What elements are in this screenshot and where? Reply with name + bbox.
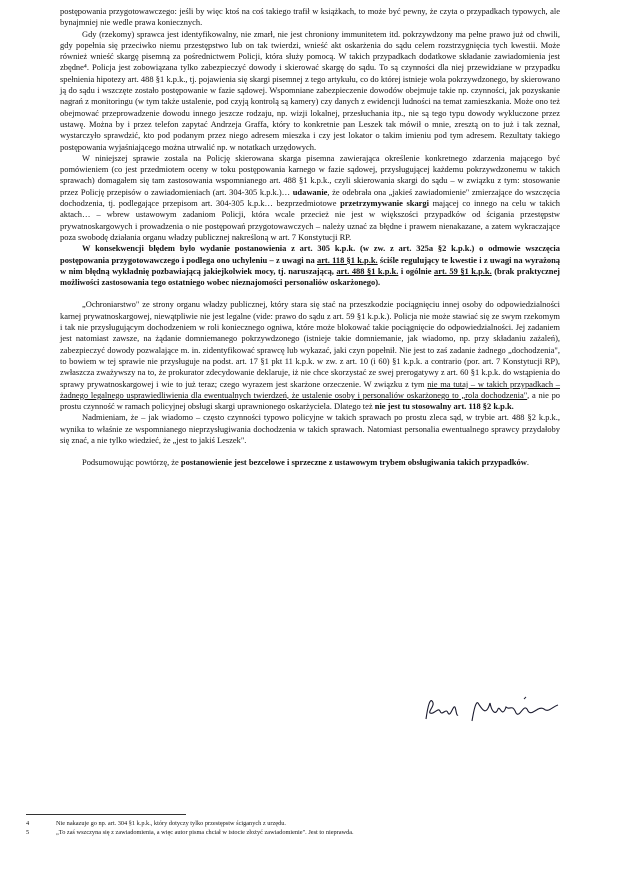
conclusion-art488: art. 488 §1 k.p.k. <box>336 265 399 276</box>
conclusion-text-b: ściśle regulujący te kwestie i z uwagi na wyrażoną w nim błędną wykładnię pozbawiającą jakiejkolwiek mocy, tj. naruszającą, <box>60 254 561 276</box>
footnotes <box>26 819 586 837</box>
paragraph-2 <box>60 153 560 243</box>
paragraph-nadmieniam: Nadmieniam, że – jak wiadomo – często czynności typowo policyjne w takich sprawach po prostu zleca sąd, w trybie art. 488 §2 k.p.k., wynika to właśnie ze wspomnianego nieprzysługiwania dochodzenia w takich sprawach. Natomiast personalia ewentualnego sprawcy przydałoby się znać, a nie tylko wiedzieć, że „jest to jakiś Leszek". <box>60 412 560 445</box>
paragraph-2-bold-przetrzymywanie: przetrzymywanie skargi <box>340 198 429 209</box>
spacer <box>60 288 560 299</box>
ochroniarstwo-text-b: , a nie po prostu czynność w ramach policyjnej obsługi skargi uprawnionego oskarżyciela. Dlatego też <box>60 389 561 412</box>
conclusion-text-d: (brak praktycznej możliwości zastosowania tego ostatniego wobec nieznajomości personaliów oskarżonego). <box>60 265 560 288</box>
footnote-number: 4 <box>26 820 30 827</box>
handwritten-signature <box>420 693 570 729</box>
footnote-number: 5 <box>26 829 30 836</box>
paragraph-conclusion-bold <box>60 243 560 288</box>
footnote-text: Nie nakazuje go np. art. 304 §1 k.p.k., który dotyczy tylko przestępstw ściganych z urzędu. <box>56 820 286 827</box>
paragraph-ochroniarstwo <box>60 299 560 412</box>
footnote-4 <box>26 819 586 828</box>
paragraph-2-text-b: , że odebrała ona „jakieś zawiadomienie" zmierzające do wszczęcia dochodzenia, tj. podlegające przepisom art. 304-305 k.p.k… bezprzedmiotowe <box>60 186 560 209</box>
paragraph-1: Gdy (rzekomy) sprawca jest identyfikowalny, nie zmarł, nie jest chroniony immunitetem itd. pokrzywdzony ma pełne prawo już od chwili, gdy popełnia się przeciwko niemu przestępstwo lub on tak twierdzi, wnieść akt oskarżenia do sądu celem rozstrzygnięcia tych kwestii. Może również wnieść skargę pisemną za pośrednictwem Policji, która służy pomocą. W takich przypadkach dodatkowe składanie zawiadomienia jest zbędne⁴. Policja jest zobowiązana tylko zabezpieczyć dowody i skierować skargę do sądu. To są czynności dla niej przewidziane w przypadku spełnienia hipotezy art. 488 §1 k.p.k., tj. pojawienia się skargi pisemnej z tego artykułu, co do której istnieje wola pokrzywdzonego, by skierowano ją do sądu i wszczęte zostało postępowanie w fazie sądowej. Wspomniane zabezpieczenie dowodów obejmuje takie np. czynności, jak pozyskanie nagrań z monitoringu (w tym także ustalenie, pod czyją kontrolą są kamery) czy danych z ewidencji ludności na temat zamieszkania. Może ono też obejmować przeprowadzenie dowodu innego jeszcze rodzaju, np. wizji lokalnej, przesłuchania itp., nie są tego typu dowody wykluczone przez ustawę. Można by i przez telefon zapytać Andrzeja Graffa, który to konkretnie pan Leszek tak mówił o mnie, zresztą on to już i tak zeznał, wystarczyło sprawdzić, kto pod podanym przez niego adresem mieszka i czy jest lokator o takim imieniu pod tym adresem. Rezultaty takiego postępowania wyjaśniającego można utrwalić np. w notatkach urzędowych. <box>60 28 560 152</box>
paragraph-2-bold-udawanie: udawanie <box>292 186 328 197</box>
ochroniarstwo-bold: nie jest tu stosowalny art. 118 §2 k.p.k. <box>374 401 514 412</box>
footnote-5 <box>26 828 586 837</box>
summary-text-a: Podsumowując powtórzę, że <box>82 457 181 468</box>
conclusion-text-c: i ogólnie <box>398 265 434 276</box>
spacer <box>60 446 560 457</box>
conclusion-text-a: W konsekwencji błędem było wydanie postanowienia z art. 305 k.p.k. (w zw. z art. 325a §2 k.p.k.) o odmowie wszczęcia postępowania przygotowawczego i podlega ono uchyleniu – z uwagi na <box>60 243 560 265</box>
footnote-divider <box>26 814 186 815</box>
paragraph-intro: postępowania przygotowawczego: jeśli by więc ktoś na coś takiego trafił w książkach, to może być pewny, że czyta o przypadkach typowych, ale bynajmniej nie wedle prawa koniecznych. <box>60 6 560 28</box>
ochroniarstwo-underlined: nie ma tutaj – w takich przypadkach – żadnego legalnego usprawiedliwienia dla ewentualnych twierdzeń, że ustalenie osoby i personaliów oskarżonego to „rola dochodzenia" <box>60 378 560 400</box>
paragraph-2-text-a: W niniejszej sprawie zostala na Policję skierowana skarga pisemna zawierająca określenie konkretnego zdarzenia mającego być pomówieniem (co jest przedmiotem oceny w toku postępowania karnego w fazie sądowej, przysługującej każdemu pokrzywdzonemu w takich sprawach) domagałem się tam zastosowania wspomnianego art. 488 §1 k.p.k., czyli skierowania skargi do sądu – w związku z tym: stosowanie przez Policję przepisów o zawiadomieniach (art. 304-305 k.p.k.)… <box>60 152 560 197</box>
ochroniarstwo-text-a: „Ochroniarstwo" ze strony organu władzy publicznej, który stara się stać na przeszkodzie pociągnięciu innej osoby do odpowiedzialności karnej prywatnoskargowej, niewątpliwie nie jest legalne (vide: prawo do sądu z art. 59 §1 k.p.k.). Policja nie może stawiać się ze swym rzekomym i tak nie przysługującym dochodzeniem w roli koniecznego ogniwa, które może blokować takie pociągnięcie do odpowiedzialności. Jej zadaniem jest natomiast zawsze, na żądanie domniemanego pokrzywdzonego (istnieje takie domniemanie, jak wiadomo, np. przy składaniu zażaleń), zabezpieczyć dowody pozwalające m. in. zidentyfikować sprawcę lub wykazać, jaki czyn popełnił. Nie jest to zaś zadanie żadnego „dochodzenia", to bowiem w tej sprawie nie przysługuje na podst. art. 17 §1 pkt 11 k.p.k. w zw. z art. 10 (i 60) §1 k.p.k. a contrario (por. art. 7 Konstytucji RP), zwłaszcza zważywszy na to, że prokurator zdecydowanie deklaruje, iż nie chce skorzystać ze swej prerogatywy z art. 60 §1 k.p.k. do wstąpienia do sprawy prywatnoskargowej i wie to już teraz; czego wyrazem jest skarżone orzeczenie. W związku z tym <box>60 299 560 389</box>
footnote-text: „To zaś wszczyna się z zawiadomienia, a więc autor pisma chciał w istocie złożyć zawiadomienie". Jest to nieprawda. <box>56 829 354 836</box>
paragraph-summary <box>60 457 560 468</box>
summary-text-c: . <box>526 457 529 468</box>
conclusion-art59: art. 59 §1 k.p.k. <box>434 265 492 276</box>
summary-bold: postanowienie jest bezcelowe i sprzeczne z ustawowym trybem obsługiwania takich przypadków <box>180 457 527 468</box>
conclusion-art118: art. 118 §1 k.p.k. <box>316 254 378 265</box>
signature-icon <box>420 693 570 729</box>
paragraph-2-text-c: mającej co innego na celu w takich aktach… – wbrew ustawowym zadaniom Policji, która wcale przecież nie jest w większości przypadków od ścigania przestępstw prywatnoskargowych i prowadzenia o nie postępowań przygotowawczych – należy uznać za błędne i prawem nienakazane, a zatem wykraczające poza swobodę działania organu władzy publicznej nakreśloną w art. 7 Konstytucji RP. <box>60 198 561 242</box>
